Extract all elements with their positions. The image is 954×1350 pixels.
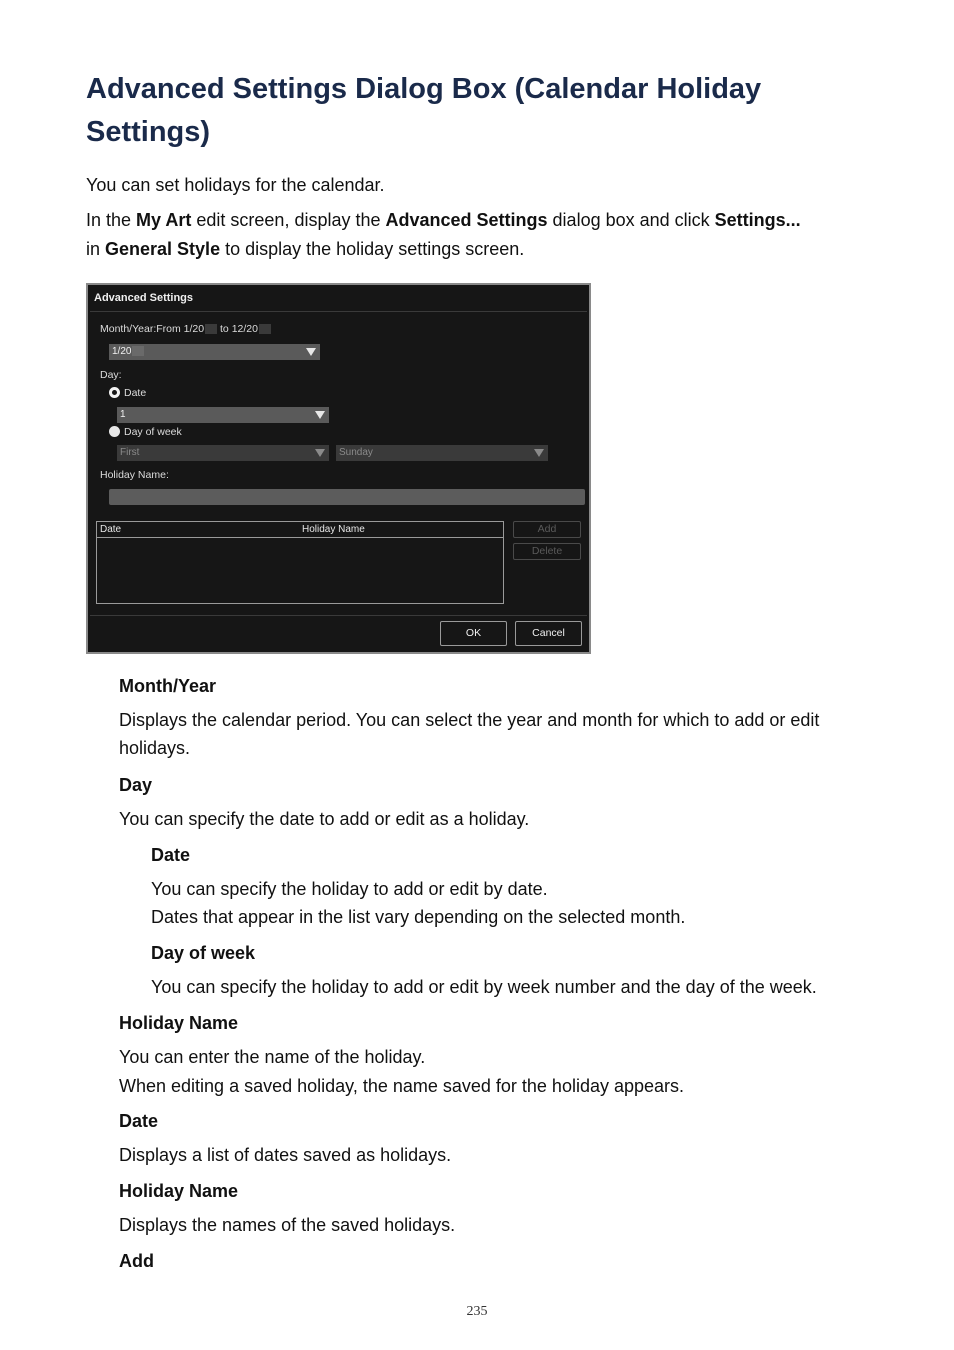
month-year-to: to 12/20 — [220, 323, 258, 335]
instruction-part: to display the holiday settings screen. — [220, 239, 525, 259]
desc-holiday-name-1: You can enter the name of the holiday. — [119, 1047, 426, 1067]
date-select-value: 1 — [120, 409, 126, 420]
day-of-week-radio-label: Day of week — [124, 426, 182, 438]
chevron-down-icon — [534, 449, 544, 457]
blurred-year — [259, 324, 271, 334]
desc-month-year: Displays the calendar period. You can select the year and month for which to add or edit holidays. — [119, 710, 820, 758]
term-day-date: Date — [151, 845, 191, 865]
blurred-year — [132, 346, 144, 356]
my-art-term: My Art — [136, 210, 192, 230]
term-holiday-name: Holiday Name — [119, 1013, 239, 1033]
advanced-settings-dialog — [86, 283, 591, 654]
desc-day-date-1: You can specify the holiday to add or edit by date. — [151, 879, 548, 899]
term-day: Day — [119, 775, 153, 795]
chevron-down-icon — [306, 348, 316, 356]
month-year-from: Month/Year:From 1/20 — [100, 323, 205, 335]
general-style-term: General Style — [105, 239, 221, 259]
date-select[interactable] — [117, 407, 329, 423]
term-month-year: Month/Year — [119, 676, 217, 696]
day-of-week-radio[interactable] — [109, 426, 120, 437]
dialog-title: Advanced Settings — [94, 292, 194, 304]
delete-button[interactable]: Delete — [513, 543, 581, 560]
desc-holiday-name-list: Displays the names of the saved holidays. — [119, 1215, 456, 1235]
advanced-settings-term: Advanced Settings — [385, 210, 548, 230]
holiday-list[interactable] — [96, 521, 504, 604]
settings-term: Settings... — [714, 210, 801, 230]
cancel-button[interactable]: Cancel — [515, 621, 582, 646]
instruction-part: edit screen, display the — [191, 210, 386, 230]
desc-day-date-2: Dates that appear in the list vary depending on the selected month. — [151, 907, 686, 927]
chevron-down-icon — [315, 449, 325, 457]
date-radio[interactable] — [109, 387, 120, 398]
weekday-select[interactable] — [336, 445, 548, 461]
intro-text: You can set holidays for the calendar. — [86, 175, 385, 195]
chevron-down-icon — [315, 411, 325, 419]
month-year-label — [100, 323, 271, 335]
desc-holiday-name-2: When editing a saved holiday, the name saved for the holiday appears. — [119, 1076, 685, 1096]
week-number-value: First — [120, 447, 140, 458]
desc-day: You can specify the date to add or edit as a holiday. — [119, 809, 530, 829]
term-add: Add — [119, 1251, 154, 1271]
ok-button[interactable]: OK — [440, 621, 507, 646]
week-number-select[interactable] — [117, 445, 329, 461]
dialog-body — [90, 311, 587, 616]
desc-day-of-week: You can specify the holiday to add or edit by week number and the day of the week. — [151, 977, 817, 997]
term-day-of-week: Day of week — [151, 943, 256, 963]
month-select-value: 1/20 — [112, 346, 132, 357]
term-date: Date — [119, 1111, 159, 1131]
page-number: 235 — [466, 1304, 488, 1319]
holiday-name-label: Holiday Name: — [100, 469, 169, 481]
instruction-part: In the — [86, 210, 137, 230]
add-button[interactable]: Add — [513, 521, 581, 538]
instruction-text — [86, 206, 876, 264]
date-radio-label: Date — [124, 387, 147, 399]
term-holiday-name-list: Holiday Name — [119, 1181, 239, 1201]
page-title: Advanced Settings Dialog Box (Calendar Holiday Settings) — [86, 73, 762, 148]
desc-date: Displays a list of dates saved as holidays. — [119, 1145, 452, 1165]
month-select[interactable] — [109, 344, 320, 360]
list-col-holiday-name: Holiday Name — [302, 524, 365, 535]
blurred-year — [205, 324, 217, 334]
instruction-part: in — [86, 239, 106, 259]
day-label: Day: — [100, 369, 122, 381]
instruction-part: dialog box and click — [547, 210, 715, 230]
list-col-date: Date — [100, 524, 122, 535]
weekday-value: Sunday — [339, 447, 373, 458]
holiday-name-input[interactable] — [109, 489, 585, 505]
holiday-list-header — [97, 522, 503, 538]
